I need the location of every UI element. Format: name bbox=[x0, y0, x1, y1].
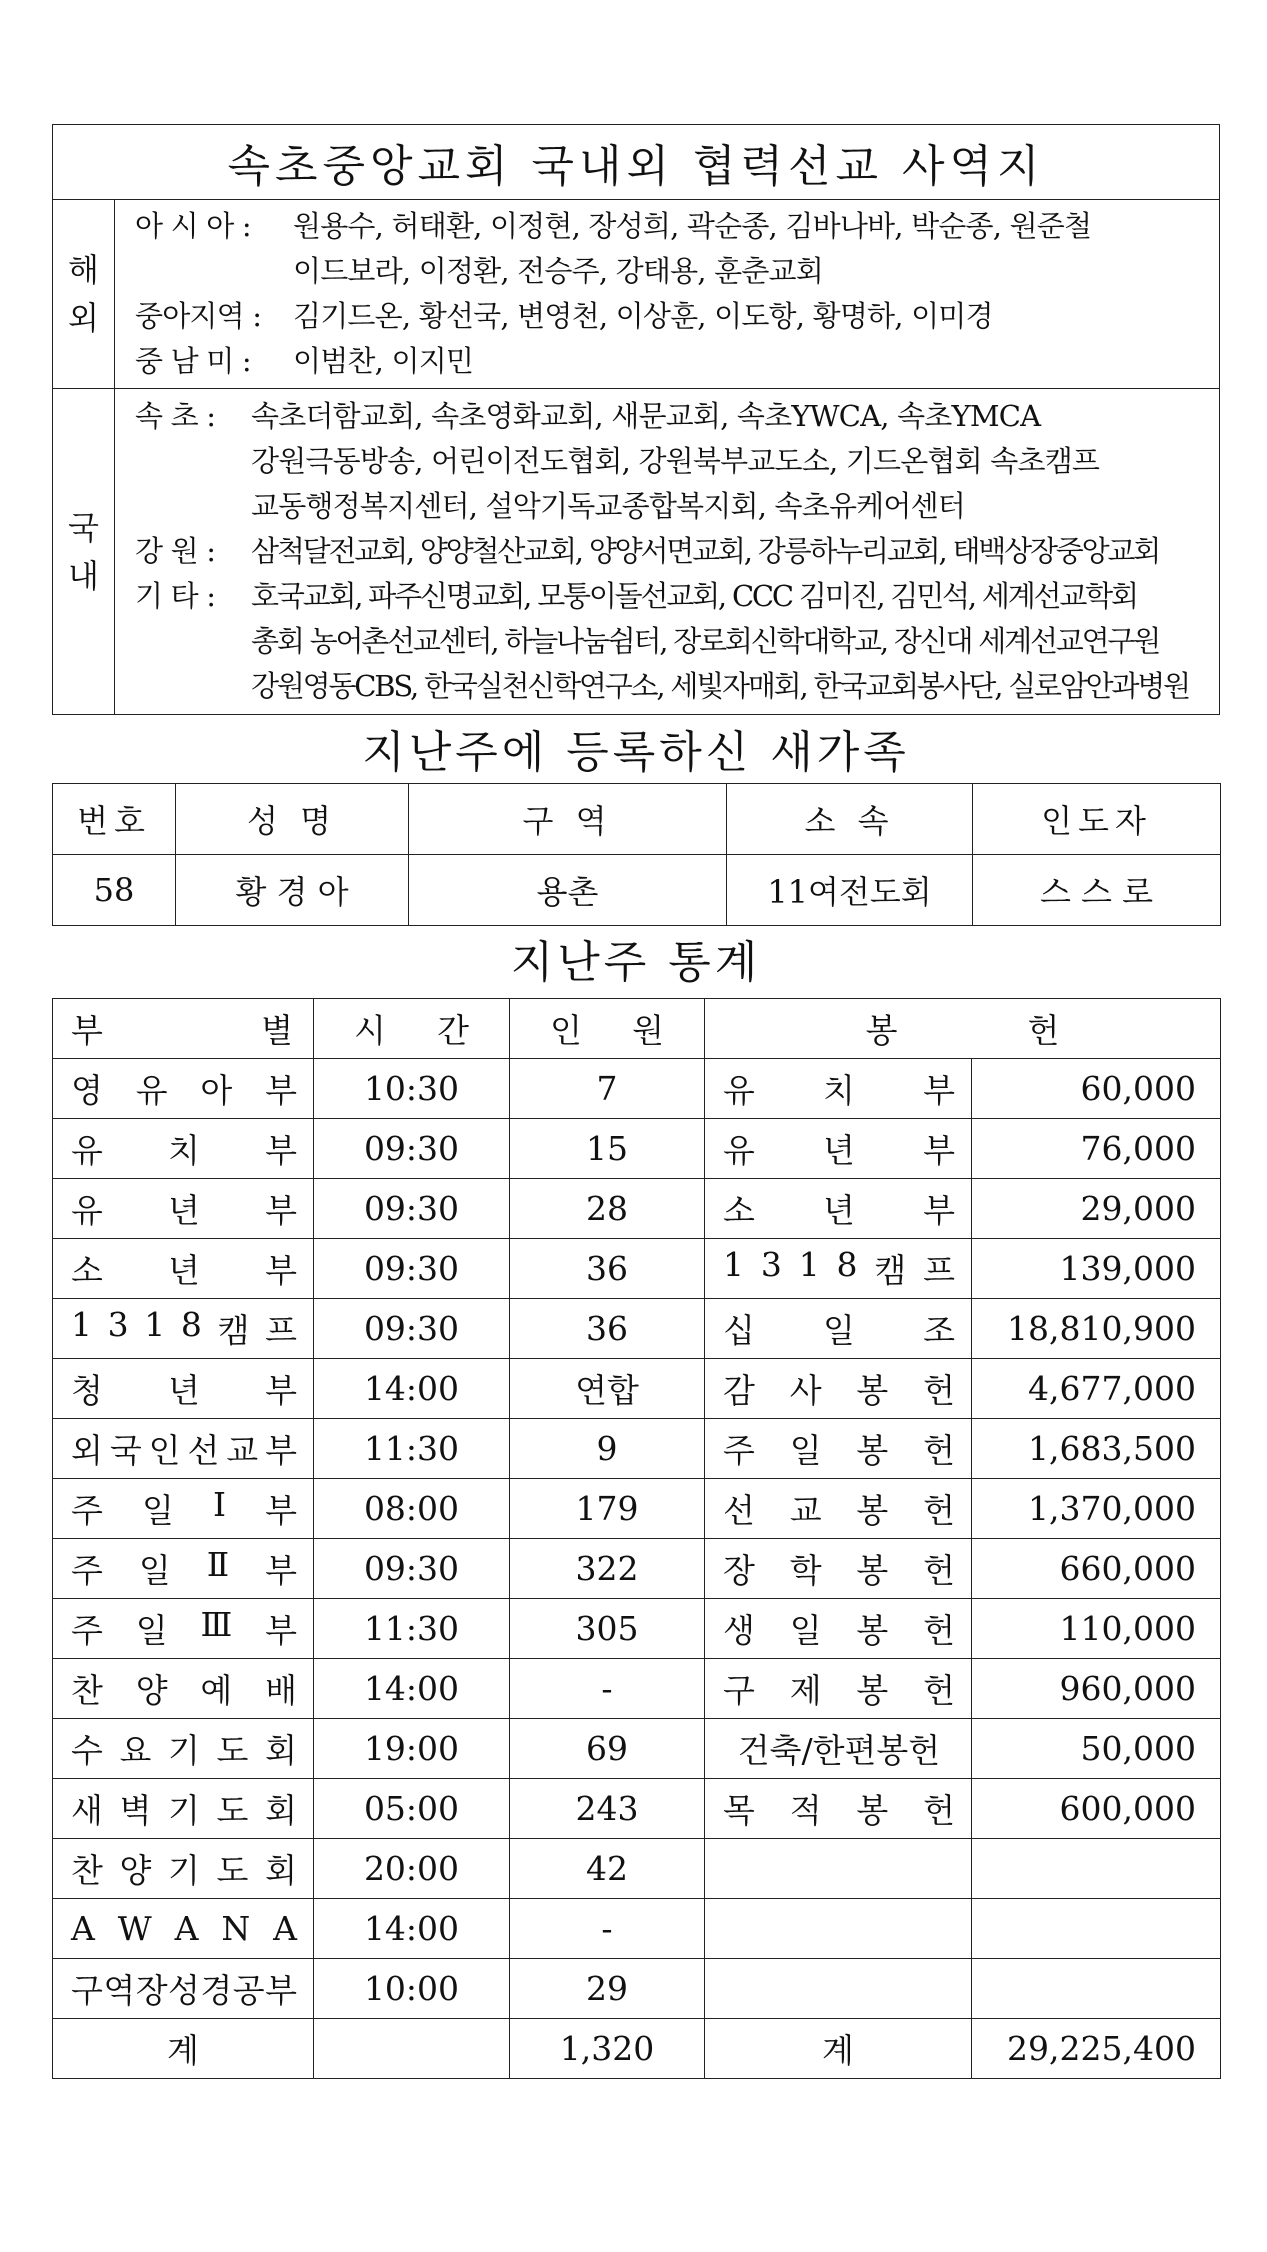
attendance-count: 322 bbox=[510, 1539, 705, 1599]
offering-amount: 960,000 bbox=[972, 1659, 1221, 1719]
offering-name: 선 교 봉 헌 bbox=[705, 1479, 972, 1539]
attendance-count: 243 bbox=[510, 1779, 705, 1839]
attendance-count: 28 bbox=[510, 1179, 705, 1239]
offering-amount: 660,000 bbox=[972, 1539, 1221, 1599]
stats-row bbox=[53, 1899, 1221, 1959]
offering-amount: 600,000 bbox=[972, 1779, 1221, 1839]
service-time: 09:30 bbox=[314, 1239, 510, 1299]
offering-name bbox=[705, 1839, 972, 1899]
service-time: 11:30 bbox=[314, 1599, 510, 1659]
other-line: 기 타 : 호국교회, 파주신명교회, 모퉁이돌선교회, CCC 김미진, 김민석, 세계선교학회 bbox=[135, 579, 1137, 613]
offering-amount: 18,810,900 bbox=[972, 1299, 1221, 1359]
dept-name: 유 년 부 bbox=[53, 1179, 314, 1239]
gangwon-line: 강 원 : 삼척달전교회, 양양철산교회, 양양서면교회, 강릉하누리교회, 태백상장중앙교회 bbox=[135, 534, 1160, 568]
stats-row bbox=[53, 1359, 1221, 1419]
offering-name: 생 일 봉 헌 bbox=[705, 1599, 972, 1659]
sokcho-line-2: 강원극동방송, 어린이전도협회, 강원북부교도소, 기드온협회 속초캠프 bbox=[251, 444, 1100, 478]
dept-name: 외 국 인 선 교 부 bbox=[53, 1419, 314, 1479]
service-time: 14:00 bbox=[314, 1659, 510, 1719]
stats-row bbox=[53, 1059, 1221, 1119]
dept-name: 새 벽 기 도 회 bbox=[53, 1779, 314, 1839]
asia-line-continued: 이드보라, 이정환, 전승주, 강태용, 훈춘교회 bbox=[293, 254, 823, 288]
stats-row bbox=[53, 1179, 1221, 1239]
offering-name: 유 년 부 bbox=[705, 1119, 972, 1179]
domestic-region-label: 국 내 bbox=[53, 389, 115, 715]
offering-amount bbox=[972, 1839, 1221, 1899]
offering-name: 구 제 봉 헌 bbox=[705, 1659, 972, 1719]
domestic-partners bbox=[115, 389, 1220, 715]
stats-row bbox=[53, 1719, 1221, 1779]
service-time: 14:00 bbox=[314, 1359, 510, 1419]
sokcho-line: 속 초 : 속초더함교회, 속초영화교회, 새문교회, 속초YWCA, 속초YMCA bbox=[135, 399, 1041, 433]
overseas-region-label: 해 외 bbox=[53, 200, 115, 389]
asia-line: 아 시 아 : 원용수, 허태환, 이정현, 장성희, 곽순종, 김바나바, 박순종, 원준철 bbox=[135, 209, 1092, 243]
dept-name: 1 3 1 8 캠 프 bbox=[53, 1299, 314, 1359]
sokcho-line-3: 교동행정복지센터, 설악기독교종합복지회, 속초유케어센터 bbox=[251, 489, 966, 523]
total-label: 계 bbox=[53, 2019, 314, 2079]
stats-row bbox=[53, 1119, 1221, 1179]
offering-amount: 110,000 bbox=[972, 1599, 1221, 1659]
attendance-count: 42 bbox=[510, 1839, 705, 1899]
service-time: 08:00 bbox=[314, 1479, 510, 1539]
attendance-count: 36 bbox=[510, 1299, 705, 1359]
offering-name: 장 학 봉 헌 bbox=[705, 1539, 972, 1599]
dept-name: 찬 양 기 도 회 bbox=[53, 1839, 314, 1899]
service-time: 10:30 bbox=[314, 1059, 510, 1119]
offering-amount: 1,370,000 bbox=[972, 1479, 1221, 1539]
attendance-count: - bbox=[510, 1899, 705, 1959]
service-time: 19:00 bbox=[314, 1719, 510, 1779]
offering-amount bbox=[972, 1899, 1221, 1959]
offering-header: 봉 헌 bbox=[705, 999, 1221, 1059]
new-family-header-row bbox=[53, 784, 1221, 855]
bulletin-page bbox=[52, 124, 1220, 2079]
stats-row bbox=[53, 1959, 1221, 2019]
stats-row bbox=[53, 1479, 1221, 1539]
service-time: 09:30 bbox=[314, 1539, 510, 1599]
service-time: 09:30 bbox=[314, 1299, 510, 1359]
other-line-2: 총회 농어촌선교센터, 하늘나눔쉼터, 장로회신학대학교, 장신대 세계선교연구원 bbox=[251, 624, 1160, 658]
stats-table bbox=[52, 998, 1221, 2079]
service-time: 09:30 bbox=[314, 1119, 510, 1179]
offering-name: 주 일 봉 헌 bbox=[705, 1419, 972, 1479]
col-district-header: 구 역 bbox=[409, 784, 727, 855]
offering-amount: 50,000 bbox=[972, 1719, 1221, 1779]
stats-row bbox=[53, 1419, 1221, 1479]
overseas-partners bbox=[115, 200, 1220, 389]
total-offering-amount: 29,225,400 bbox=[972, 2019, 1221, 2079]
mission-partners-table bbox=[52, 124, 1220, 715]
offering-name: 1 3 1 8 캠 프 bbox=[705, 1239, 972, 1299]
stats-total-row bbox=[53, 2019, 1221, 2079]
stats-title: 지난주 통계 bbox=[510, 937, 762, 988]
offering-amount bbox=[972, 1959, 1221, 2019]
col-number-header: 번호 bbox=[53, 784, 176, 855]
offering-amount: 29,000 bbox=[972, 1179, 1221, 1239]
offering-name: 십 일 조 bbox=[705, 1299, 972, 1359]
dept-name: 소 년 부 bbox=[53, 1239, 314, 1299]
dept-name: 주 일 Ⅰ 부 bbox=[53, 1479, 314, 1539]
dept-name: A W A N A bbox=[53, 1899, 314, 1959]
service-time: 14:00 bbox=[314, 1899, 510, 1959]
stats-row bbox=[53, 1299, 1221, 1359]
dept-name: 주 일 Ⅲ 부 bbox=[53, 1599, 314, 1659]
service-time: 20:00 bbox=[314, 1839, 510, 1899]
attendance-count: 연합 bbox=[510, 1359, 705, 1419]
attendance-count: 29 bbox=[510, 1959, 705, 2019]
attendance-count: 179 bbox=[510, 1479, 705, 1539]
offering-amount: 60,000 bbox=[972, 1059, 1221, 1119]
dept-name: 수 요 기 도 회 bbox=[53, 1719, 314, 1779]
attendance-count: 305 bbox=[510, 1599, 705, 1659]
dept-name: 청 년 부 bbox=[53, 1359, 314, 1419]
offering-name: 목 적 봉 헌 bbox=[705, 1779, 972, 1839]
service-time: 11:30 bbox=[314, 1419, 510, 1479]
col-guide-header: 인도자 bbox=[973, 784, 1221, 855]
offering-amount: 139,000 bbox=[972, 1239, 1221, 1299]
stats-header-row bbox=[53, 999, 1221, 1059]
offering-name bbox=[705, 1959, 972, 2019]
attendance-count: 69 bbox=[510, 1719, 705, 1779]
new-family-table bbox=[52, 783, 1221, 926]
attendance-count: 15 bbox=[510, 1119, 705, 1179]
total-attendance: 1,320 bbox=[510, 2019, 705, 2079]
total-time-empty bbox=[314, 2019, 510, 2079]
stats-row bbox=[53, 1659, 1221, 1719]
dept-name: 구 역 장 성 경 공 부 bbox=[53, 1959, 314, 2019]
attendance-count: 36 bbox=[510, 1239, 705, 1299]
service-time: 05:00 bbox=[314, 1779, 510, 1839]
stats-row bbox=[53, 1239, 1221, 1299]
total-offering-label: 계 bbox=[705, 2019, 972, 2079]
dept-name: 영 유 아 부 bbox=[53, 1059, 314, 1119]
time-header: 시 간 bbox=[314, 999, 510, 1059]
stats-row bbox=[53, 1839, 1221, 1899]
offering-name: 소 년 부 bbox=[705, 1179, 972, 1239]
service-time: 10:00 bbox=[314, 1959, 510, 2019]
stats-body bbox=[53, 1059, 1221, 2019]
central-asia-line: 중아지역 : 김기드온, 황선국, 변영천, 이상훈, 이도항, 황명하, 이미경 bbox=[135, 299, 993, 333]
offering-name: 건축/한편봉헌 bbox=[705, 1719, 972, 1779]
offering-name: 감 사 봉 헌 bbox=[705, 1359, 972, 1419]
offering-amount: 4,677,000 bbox=[972, 1359, 1221, 1419]
dept-name: 찬 양 예 배 bbox=[53, 1659, 314, 1719]
dept-name: 주 일 Ⅱ 부 bbox=[53, 1539, 314, 1599]
offering-amount: 76,000 bbox=[972, 1119, 1221, 1179]
col-affiliation-header: 소 속 bbox=[727, 784, 973, 855]
stats-row bbox=[53, 1539, 1221, 1599]
offering-amount: 1,683,500 bbox=[972, 1419, 1221, 1479]
service-time: 09:30 bbox=[314, 1179, 510, 1239]
stats-row bbox=[53, 1599, 1221, 1659]
other-line-3: 강원영동CBS, 한국실천신학연구소, 세빛자매회, 한국교회봉사단, 실로암안과병원 bbox=[251, 669, 1189, 703]
stats-row bbox=[53, 1779, 1221, 1839]
attendance-count: 9 bbox=[510, 1419, 705, 1479]
offering-name: 유 치 부 bbox=[705, 1059, 972, 1119]
latin-america-line: 중 남 미 : 이범찬, 이지민 bbox=[135, 344, 474, 378]
dept-header: 부 별 bbox=[53, 999, 314, 1059]
col-name-header: 성 명 bbox=[176, 784, 409, 855]
dept-name: 유 치 부 bbox=[53, 1119, 314, 1179]
new-family-title: 지난주에 등록하신 새가족 bbox=[362, 727, 910, 778]
attendance-header: 인 원 bbox=[510, 999, 705, 1059]
new-family-row: 58 황 경 아 용촌 11여전도회 스 스 로 bbox=[53, 855, 1221, 926]
attendance-count: 7 bbox=[510, 1059, 705, 1119]
attendance-count: - bbox=[510, 1659, 705, 1719]
offering-name bbox=[705, 1899, 972, 1959]
mission-title: 속초중앙교회 국내외 협력선교 사역지 bbox=[53, 125, 1220, 200]
